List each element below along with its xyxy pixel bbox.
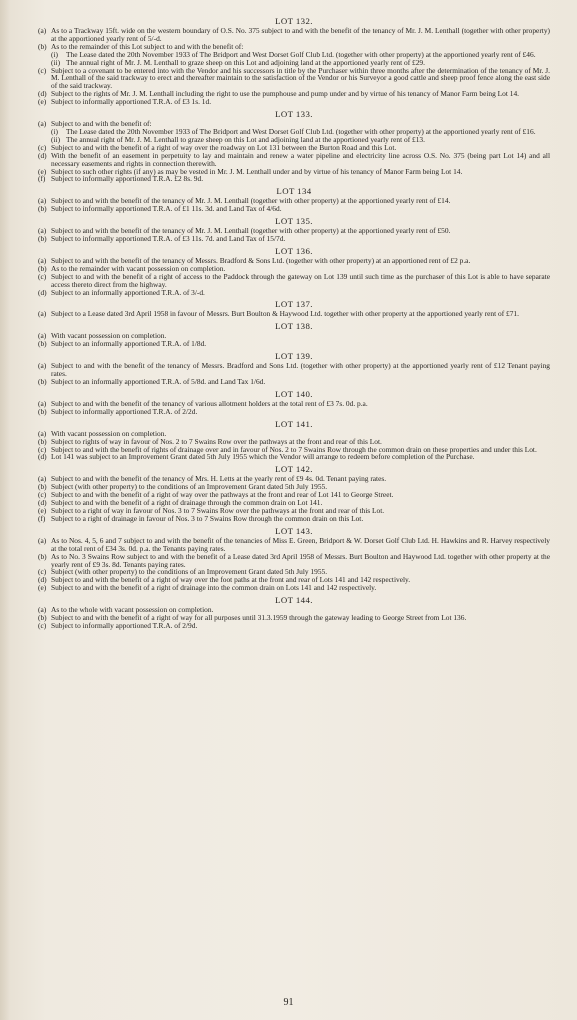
clause [38, 537, 550, 553]
clause-text: Subject to and with the benefit of the tenancy of Mr. J. M. Lenthall (together with other property) at the apportioned yearly rent of £50. [51, 226, 451, 236]
lot-section [38, 216, 550, 243]
clause-label: (b) [38, 204, 47, 214]
lot-title: LOT 140. [275, 388, 313, 399]
clause-text: Subject to and with the benefit of the tenancy of Messrs. Bradford and Sons Ltd. (together with other property) at the apportioned yearly rent of £12 Tenant paying rates. [51, 361, 550, 379]
clause-text: Subject to informally apportioned T.R.A. £2 8s. 9d. [51, 174, 204, 184]
clause-text: Subject (with other property) to the conditions of an Improvement Grant dated 5th July 1955. [51, 567, 328, 577]
sub-clause-text: The Lease dated the 20th November 1933 of The Bridport and West Dorset Golf Club Ltd. (together with other property) at the apportioned yearly rent of £16. [66, 126, 536, 136]
lot-section [38, 464, 550, 522]
sub-clause-label: (i) [51, 126, 58, 136]
clause-text: Subject to and with the benefit of the tenancy of Mr. J. M. Lenthall (together with other property) at the apportioned yearly rent of £14. [51, 196, 451, 206]
clause-text: Subject to and with the benefit of a right of way over the foot paths at the front and rear of Lots 141 and 142 respectively. [51, 575, 411, 585]
clause [38, 289, 550, 297]
clause-text: Lot 141 was subject to an Improvement Grant dated 5th July 1955 which the Vendor will arrange to redeem before completion of the Purchase. [51, 452, 475, 462]
clause-label: (c) [38, 271, 47, 281]
clause-label: (a) [38, 474, 47, 484]
clause-text: As to a Trackway 15ft. wide on the western boundary of O.S. No. 375 subject to and with the benefit of the tenancy of Mr. J. M. Lenthall (together with other property) at the apportioned yearly rent of 5/-d. [51, 26, 550, 43]
lot-title: LOT 138. [275, 321, 313, 332]
clause-text: As to the remainder of this Lot subject to and with the benefit of: [51, 41, 244, 51]
clause-label: (b) [38, 406, 47, 416]
clause-label: (d) [38, 498, 47, 508]
clause [38, 584, 550, 592]
lot-section [38, 526, 550, 592]
clause-text: Subject to a right of way in favour of Nos. 3 to 7 Swains Row over the pathways at the front and rear of this Lot. [51, 505, 385, 515]
clause-text: Subject to an informally apportioned T.R.A. of 5/8d. and Land Tax 1/6d. [51, 377, 266, 386]
clause-label: (e) [38, 97, 47, 107]
clause-label: (c) [38, 444, 47, 454]
clause-text: Subject to and with the benefit of a right of drainage through the common drain on Lot 141. [51, 498, 323, 508]
clause-label: (c) [38, 65, 47, 75]
clause-text: Subject to informally apportioned T.R.A. of 2/2d. [51, 406, 198, 416]
clause [38, 175, 550, 183]
clause-text: As to the whole with vacant possession on completion. [51, 605, 214, 615]
clause-text: With vacant possession on completion. [51, 428, 167, 438]
clause-label: (a) [38, 255, 47, 265]
clause-label: (f) [38, 174, 46, 184]
clause-label: (d) [38, 575, 47, 585]
clause-label: (a) [38, 331, 47, 341]
clause-label: (d) [38, 150, 47, 160]
clause-label: (c) [38, 620, 47, 630]
page-edge-shadow [0, 0, 10, 1020]
lot-section [38, 595, 550, 630]
clause-label: (a) [38, 398, 47, 408]
clause-text: Subject to and with the benefit of the tenancy of various allotment holders at the total rent of £3 7s. 0d. p.a. [51, 398, 368, 408]
lot-section [38, 351, 550, 386]
clause-label: (a) [38, 309, 47, 319]
clause-text: Subject to informally apportioned T.R.A. of £1 11s. 3d. and Land Tax of 4/6d. [51, 204, 282, 214]
lot-section [38, 109, 550, 183]
clause-label: (b) [38, 339, 47, 349]
clause-label: (b) [38, 613, 47, 623]
clause-label: (d) [38, 287, 47, 297]
clause-label: (a) [38, 226, 47, 236]
clause-text: Subject to informally apportioned T.R.A. of £3 11s. 7d. and Land Tax of 15/7d. [51, 234, 286, 244]
sub-clause-label: (i) [51, 49, 58, 59]
clause-label: (c) [38, 567, 47, 577]
clause-label: (a) [38, 26, 47, 35]
clause-label: (a) [38, 196, 47, 206]
clause-label: (e) [38, 166, 47, 176]
clause [38, 205, 550, 213]
clause [38, 378, 550, 386]
clause-text: Subject to a covenant to be entered into with the Vendor and his successors in title by the Purchaser within three months after the determination of the tenancy of Mr. J. M. Lenthall of the said trackway to erect and thereafter maintain to the satisfaction of the Vendor or his Surveyor a good cattle and sheep proof fence along the east side of the said trackway. [51, 65, 550, 91]
lot-title: LOT 144. [275, 595, 313, 606]
clause-label: (b) [38, 234, 47, 244]
clause-label: (a) [38, 535, 47, 545]
clause [38, 362, 550, 378]
clause-label: (a) [38, 361, 47, 371]
clause-text: Subject to rights of way in favour of Nos. 2 to 7 Swains Row over the pathways at the front and rear of this Lot. [51, 436, 382, 446]
clause-label: (c) [38, 142, 47, 152]
clause-text: With vacant possession on completion. [51, 331, 167, 341]
clause-text: Subject (with other property) to the conditions of an Improvement Grant dated 5th July 1955. [51, 482, 328, 492]
clause-label: (a) [38, 119, 47, 129]
sub-clause-text: The annual right of Mr. J. M. Lenthall to graze sheep on this Lot and adjoining land at the apportioned yearly rent of £29. [66, 57, 425, 67]
clause [38, 67, 550, 91]
lot-title: LOT 141. [275, 418, 313, 429]
clause [38, 340, 550, 348]
sub-clause-text: The annual right of Mr. J. M. Lenthall to graze sheep on this Lot and adjoining land at the apportioned yearly rent of £13. [66, 134, 425, 144]
lot-section [38, 16, 550, 106]
sub-clause-label: (ii) [51, 57, 61, 67]
lot-section [38, 246, 550, 297]
lot-title: LOT 133. [275, 109, 313, 120]
clause [38, 515, 550, 523]
clause [38, 98, 550, 106]
clause-label: (c) [38, 490, 47, 500]
clause-text: Subject to such other rights (if any) as may be vested in Mr. J. M. Lenthall under and by virtue of his tenancy of Manor Farm being Lot 14. [51, 166, 463, 176]
clause-text: Subject to the rights of Mr. J. M. Lenthall including the right to use the pumphouse and pump under and by virtue of his tenancy of Manor Farm being Lot 14. [51, 89, 519, 99]
lot-section [38, 419, 550, 462]
clause-text: With the benefit of an easement in perpetuity to lay and maintain and renew a water pipeline and electricity line across O.S. No. 375 (being part Lot 14) and all necessary easements and rights in connection therewith. [51, 150, 550, 168]
clause-label: (a) [38, 428, 47, 438]
clause-text: Subject to informally apportioned T.R.A. of 2/9d. [51, 620, 198, 630]
lot-section [38, 389, 550, 416]
clause-text: Subject to a right of drainage in favour of Nos. 3 to 7 Swains Row through the common drain on this Lot. [51, 513, 364, 523]
lots-list [38, 16, 550, 630]
clause-text: Subject to and with the benefit of a right of way over the pathways at the front and rear of Lot 141 to George Street. [51, 490, 394, 500]
lot-section [38, 186, 550, 213]
lot-title: LOT 135. [275, 216, 313, 227]
clause-text: Subject to a Lease dated 3rd April 1958 in favour of Messrs. Burt Boulton & Haywood Ltd. together with other property at the apportioned yearly rent of £71. [51, 309, 519, 319]
clause-text: Subject to an informally apportioned T.R.A. of 1/8d. [51, 339, 207, 349]
clause-label: (b) [38, 551, 47, 561]
clause-text: Subject to and with the benefit of a right of drainage into the common drain on Lots 141 and 142 respectively. [51, 583, 377, 593]
clause [38, 622, 550, 630]
lot-title: LOT 132. [275, 16, 313, 26]
lot-title: LOT 134 [276, 186, 312, 197]
clause [38, 235, 550, 243]
lot-title: LOT 137. [275, 299, 313, 310]
clause-text: Subject to and with the benefit of: [51, 119, 152, 129]
clause [38, 273, 550, 289]
clause-text: Subject to and with the benefit of rights of drainage over and in favour of Nos. 2 to 7 Swains Row through the common drain on these properties and under this Lot. [51, 444, 537, 454]
clause [38, 408, 550, 416]
lot-section [38, 299, 550, 318]
clause-label: (d) [38, 89, 47, 99]
lot-section [38, 321, 550, 348]
clause-text: Subject to and with the benefit of a right of access to the Paddock through the gateway on Lot 139 until such time as the purchaser of this Lot is able to have separate access thereto direct from the highway. [51, 271, 550, 289]
clause-text: Subject to and with the benefit of the tenancy of Messrs. Bradford & Sons Ltd. (together with other property) at an apportioned rent of £2 p.a. [51, 255, 471, 265]
sub-clause-text: The Lease dated the 20th November 1933 of The Bridport and West Dorset Golf Club Ltd. (together with other property) at the apportioned yearly rent of £46. [66, 49, 536, 59]
clause-label: (b) [38, 263, 47, 273]
clause-text: Subject to and with the benefit of a right of way over the roadway on Lot 131 between the Burton Road and this Lot. [51, 142, 397, 152]
lot-title: LOT 143. [275, 525, 313, 536]
clause-label: (f) [38, 513, 46, 523]
clause [38, 310, 550, 318]
clause-label: (b) [38, 41, 47, 51]
lot-title: LOT 142. [275, 464, 313, 475]
clause-text: As to Nos. 4, 5, 6 and 7 subject to and with the benefit of the tenancies of Miss E. Green, Bridport & W. Dorset Golf Club Ltd. H. Hawkins and R. Harvey respectively at the total rent of £34 3s. 0d. p.a. the Tenants paying rates. [51, 535, 550, 553]
clause-label: (e) [38, 505, 47, 515]
clause [38, 553, 550, 569]
clause-label: (b) [38, 436, 47, 446]
clause-label: (e) [38, 583, 47, 593]
clause [38, 453, 550, 461]
clause-label: (b) [38, 482, 47, 492]
clause-label: (a) [38, 605, 47, 615]
clause-text: Subject to an informally apportioned T.R.A. of 3/-d. [51, 287, 205, 297]
clause [38, 27, 550, 43]
clause-text: Subject to and with the benefit of the tenancy of Mrs. H. Letts at the yearly rent of £9 4s. 0d. Tenant paying rates. [51, 474, 387, 484]
clause-text: As to the remainder with vacant possession on completion. [51, 263, 226, 273]
clause-text: Subject to and with the benefit of a right of way for all purposes until 31.3.1959 through the gateway leading to George Street from Lot 136. [51, 613, 467, 623]
clause-text: Subject to informally apportioned T.R.A. of £3 1s. 1d. [51, 97, 212, 107]
sub-clause-label: (ii) [51, 134, 61, 144]
clause [38, 152, 550, 168]
clause-text: As to No. 3 Swains Row subject to and with the benefit of a Lease dated 3rd April 1958 of Messrs. Burt Boulton and Haywood Ltd. together with other property at the yearly rent of £9 3s. 8d. Tenants paying rates. [51, 551, 550, 569]
clause-label: (d) [38, 452, 47, 462]
lot-title: LOT 139. [275, 351, 313, 362]
lot-title: LOT 136. [275, 245, 313, 256]
page-number: 91 [283, 997, 294, 1008]
clause-label: (b) [38, 377, 47, 386]
